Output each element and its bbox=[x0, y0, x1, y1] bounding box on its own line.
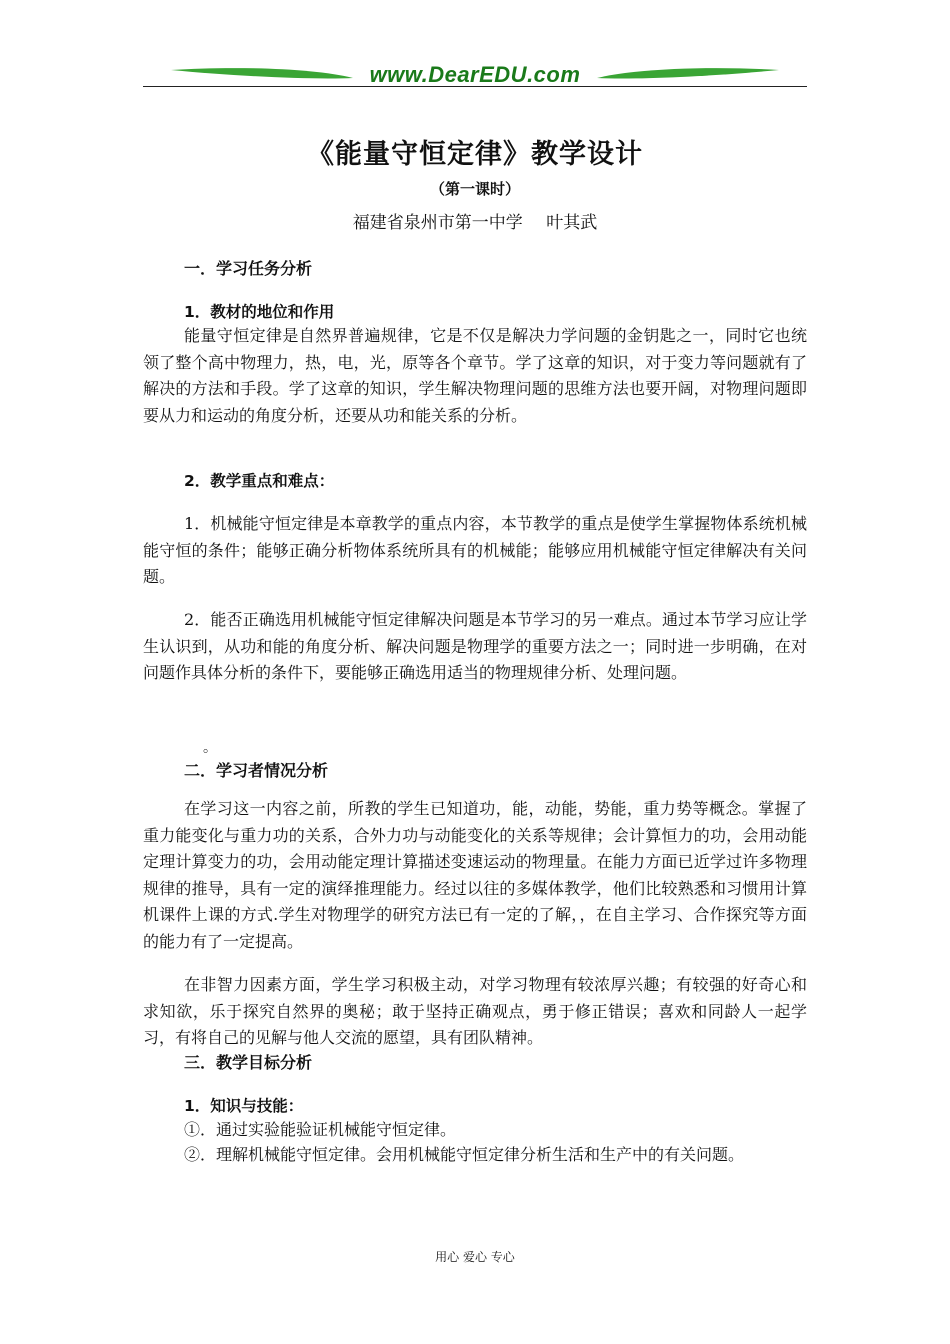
paragraph-textbook-role: 能量守恒定律是自然界普遍规律，它是不仅是解决力学问题的金钥匙之一，同时它也统领了整个高中物理力，热，电，光，原等各个章节。学了这章的知识，对于变力等问题就有了解决的方法和手段。学了这章的知识，学生解决物理问题的思维方法也要开阔，对物理问题即要从力和运动的角度分析，还要从功和能关系的分析。 bbox=[143, 326, 807, 425]
site-url-logo-text: www.DearEDU.com bbox=[369, 62, 581, 87]
objective-item-2: ②．理解机械能守恒定律。会用机械能守恒定律分析生活和生产中的有关问题。 bbox=[184, 1145, 745, 1164]
subsection-heading-key-points: 2．教学重点和难点： bbox=[184, 472, 335, 490]
paragraph-learner-analysis-2: 在非智力因素方面，学生学习积极主动，对学习物理有较浓厚兴趣；有较强的好奇心和求知欲，乐于探究自然界的奥秘；敢于坚持正确观点，勇于修正错误；喜欢和同龄人一起学习，有将自己的见解与他人交流的愿望，具有团队精神。 bbox=[143, 975, 807, 1047]
document-subtitle: （第一课时） bbox=[429, 180, 520, 198]
page-footer: 用心 爱心 专心 bbox=[435, 1250, 515, 1264]
paragraph-key-point-1: 1．机械能守恒定律是本章教学的重点内容，本节教学的重点是使学生掌握物体系统机械能守恒的条件；能够正确分析物体系统所具有的机械能；能够应用机械能守恒定律解决有关问题。 bbox=[143, 514, 807, 586]
paragraph-learner-analysis-1: 在学习这一内容之前，所教的学生已知道功，能，动能，势能，重力势等概念。掌握了重力能变化与重力功的关系，合外力功与动能变化的关系等规律；会计算恒力的功，会用动能定理计算变力的功，会用动能定理计算描述变速运动的物理量。在能力方面已近学过许多物理规律的推导，具有一定的演绎推理能力。经过以往的多媒体教学，他们比较熟悉和习惯用计算机课件上课的方式.学生对物理学的研究方法已有一定的了解，，在自主学习、合作探究等方面的能力有了一定提高。 bbox=[143, 799, 807, 951]
stray-period: 。 bbox=[203, 740, 217, 756]
subsection-heading-textbook-role: 1．教材的地位和作用 bbox=[184, 303, 335, 321]
document-title: 《能量守恒定律》教学设计 bbox=[307, 139, 643, 170]
section-heading-objectives: 三．教学目标分析 bbox=[184, 1053, 313, 1072]
subsection-heading-knowledge-skills: 1．知识与技能： bbox=[184, 1097, 304, 1115]
section-heading-learner-analysis: 二．学习者情况分析 bbox=[184, 761, 329, 780]
section-heading-task-analysis: 一．学习任务分析 bbox=[184, 259, 313, 278]
header-divider bbox=[143, 86, 807, 87]
document-author: 福建省泉州市第一中学 叶其武 bbox=[352, 213, 598, 233]
paragraph-key-point-2: 2．能否正确选用机械能守恒定律解决问题是本节学习的另一难点。通过本节学习应让学生认识到，从功和能的角度分析、解决问题是物理学的重要方法之一；同时进一步明确，在对问题作具体分析的条件下，要能够正确选用适当的物理规律分析、处理问题。 bbox=[143, 610, 807, 682]
objective-item-1: ①．通过实验能验证机械能守恒定律。 bbox=[184, 1120, 457, 1139]
